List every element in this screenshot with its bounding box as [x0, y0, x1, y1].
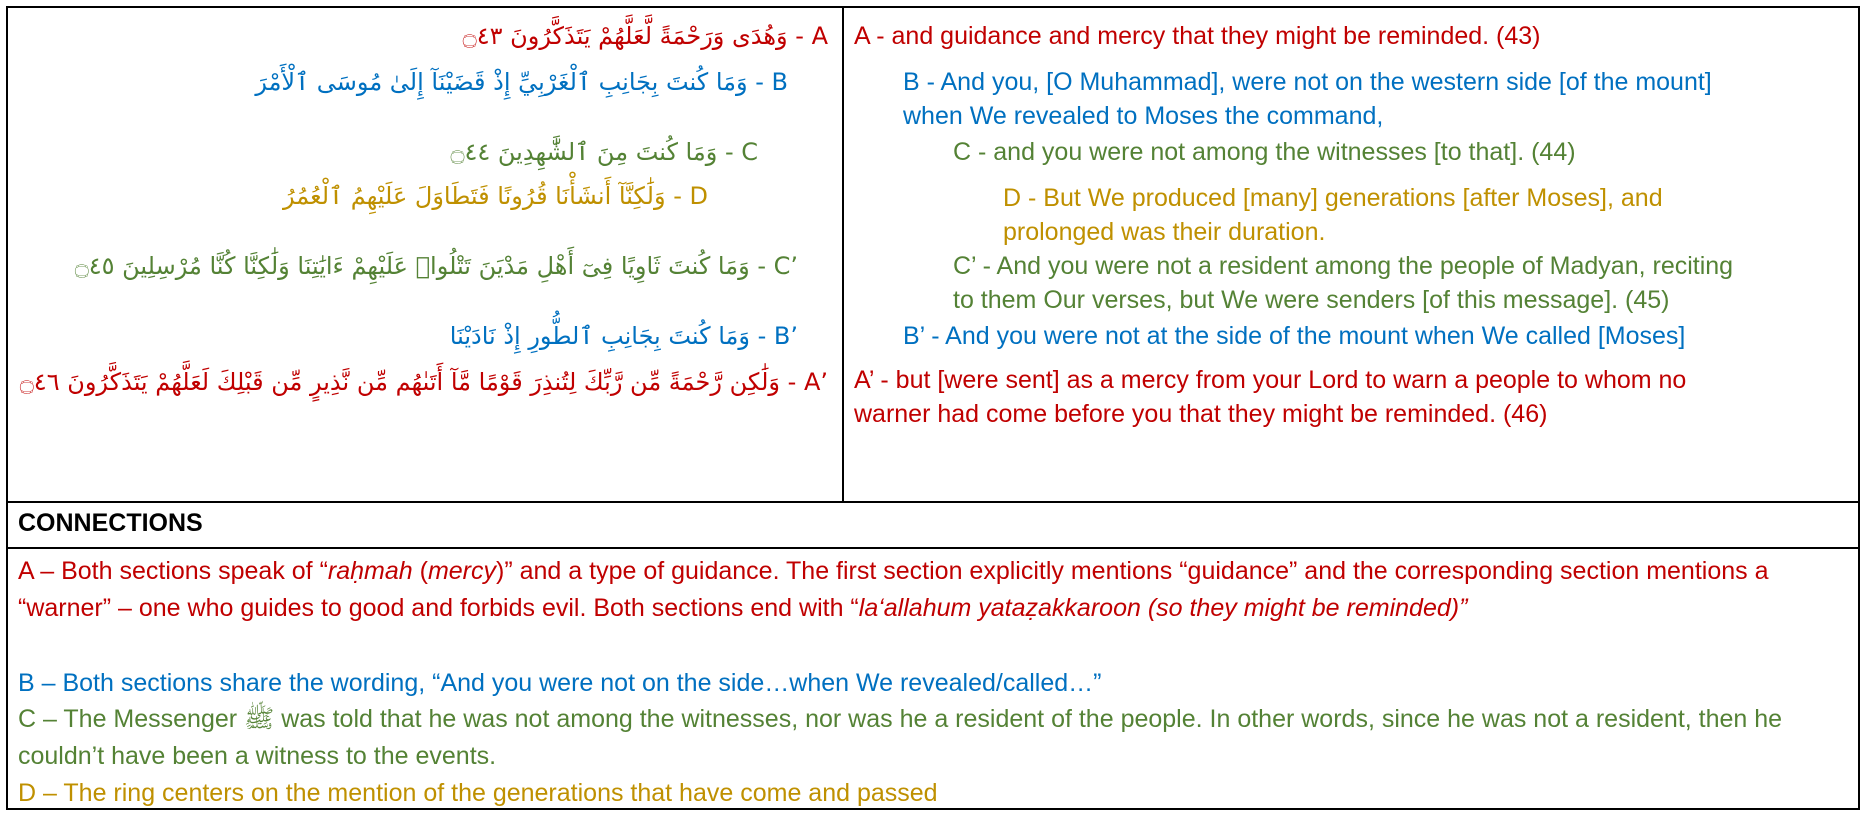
- document-frame: [6, 6, 1860, 810]
- connection-a-text-3: )” and a type of guidance. The first section explicitly mentions “guidance” and the corresponding section mentions a “warner” – one who guides to good and forbids evil. Both sections end with “: [18, 557, 1769, 622]
- arabic-line-a: وَهُدَى وَرَحْمَةً لَّعَلَّهُمْ يَتَذَكَّرُونَ ۝٤٣ - A: [462, 22, 828, 50]
- english-line-c2-1: C’ - And you were not a resident among the people of Madyan, reciting: [953, 252, 1734, 280]
- connection-a-rahmah: raḥmah: [327, 557, 413, 585]
- english-line-d-2: prolonged was their duration.: [1003, 218, 1326, 246]
- arabic-line-c2: وَمَا كُنتَ ثَاوِيًا فِىٓ أَهْلِ مَدْيَنَ تَتْلُوا۟ عَلَيْهِمْ ءَايَٰتِنَا وَلَٰكِنَّا كُنَّا مُرْسِلِينَ ۝٤٥ - C’: [74, 252, 798, 280]
- verse-table: [8, 8, 1858, 503]
- arabic-line-b2: وَمَا كُنتَ بِجَانِبِ ٱلطُّورِ إِذْ نَادَيْنَا - B’: [449, 322, 798, 350]
- arabic-line-d: وَلَٰكِنَّآ أَنشَأْنَا قُرُونًا فَتَطَاوَلَ عَلَيْهِمُ ٱلْعُمُرُ - D: [283, 182, 708, 210]
- english-line-a2-2: warner had come before you that they might be reminded. (46): [854, 400, 1548, 428]
- connection-a-text-2: (: [412, 557, 428, 585]
- english-line-a2-1: A’ - but [were sent] as a mercy from your Lord to warn a people to whom no: [854, 366, 1687, 394]
- connection-c: C – The Messenger ﷺ was told that he was not among the witnesses, nor was he a resident of the people. In other words, since he was not a resident, then he couldn’t have been a witness to the events.: [18, 705, 1783, 770]
- english-line-c2-2: to them Our verses, but We were senders [of this message]. (45): [953, 286, 1670, 314]
- column-divider: [842, 8, 844, 503]
- connection-a-quote: la‘allahum yataẓakkaroon (so they might be reminded)”: [858, 594, 1468, 622]
- english-line-d-1: D - But We produced [many] generations [after Moses], and: [1003, 184, 1663, 212]
- english-line-b-2: when We revealed to Moses the command,: [903, 102, 1384, 130]
- connections-heading: CONNECTIONS: [18, 509, 203, 537]
- arabic-line-a2: وَلَٰكِن رَّحْمَةً مِّن رَّبِّكَ لِتُنذِرَ قَوْمًا مَّآ أَتَىٰهُم مِّن نَّذِيرٍ مِّن قَبْلِكَ لَعَلَّهُمْ يَتَذَكَّرُونَ ۝٤٦ - A’: [19, 368, 828, 396]
- english-line-b-1: B - And you, [O Muhammad], were not on the western side [of the mount]: [903, 68, 1712, 96]
- english-line-b2: B’ - And you were not at the side of the mount when We called [Moses]: [903, 322, 1686, 350]
- connection-a-text-1: A – Both sections speak of “: [18, 557, 328, 585]
- connection-b: B – Both sections share the wording, “And you were not on the side…when We revealed/called…”: [18, 669, 1102, 697]
- connection-a-mercy: mercy: [427, 557, 497, 585]
- english-line-a: A - and guidance and mercy that they might be reminded. (43): [854, 22, 1541, 50]
- connection-a: [18, 553, 1848, 627]
- arabic-line-b: وَمَا كُنتَ بِجَانِبِ ٱلْغَرْبِيِّ إِذْ قَضَيْنَآ إِلَىٰ مُوسَى ٱلْأَمْرَ - B: [255, 68, 788, 96]
- english-line-c: C - and you were not among the witnesses [to that]. (44): [953, 138, 1576, 166]
- arabic-line-c: وَمَا كُنتَ مِنَ ٱلشَّٰهِدِينَ ۝٤٤ - C: [450, 138, 758, 166]
- connections-heading-row: [8, 503, 1858, 549]
- connection-d: D – The ring centers on the mention of the generations that have come and passed: [18, 779, 938, 807]
